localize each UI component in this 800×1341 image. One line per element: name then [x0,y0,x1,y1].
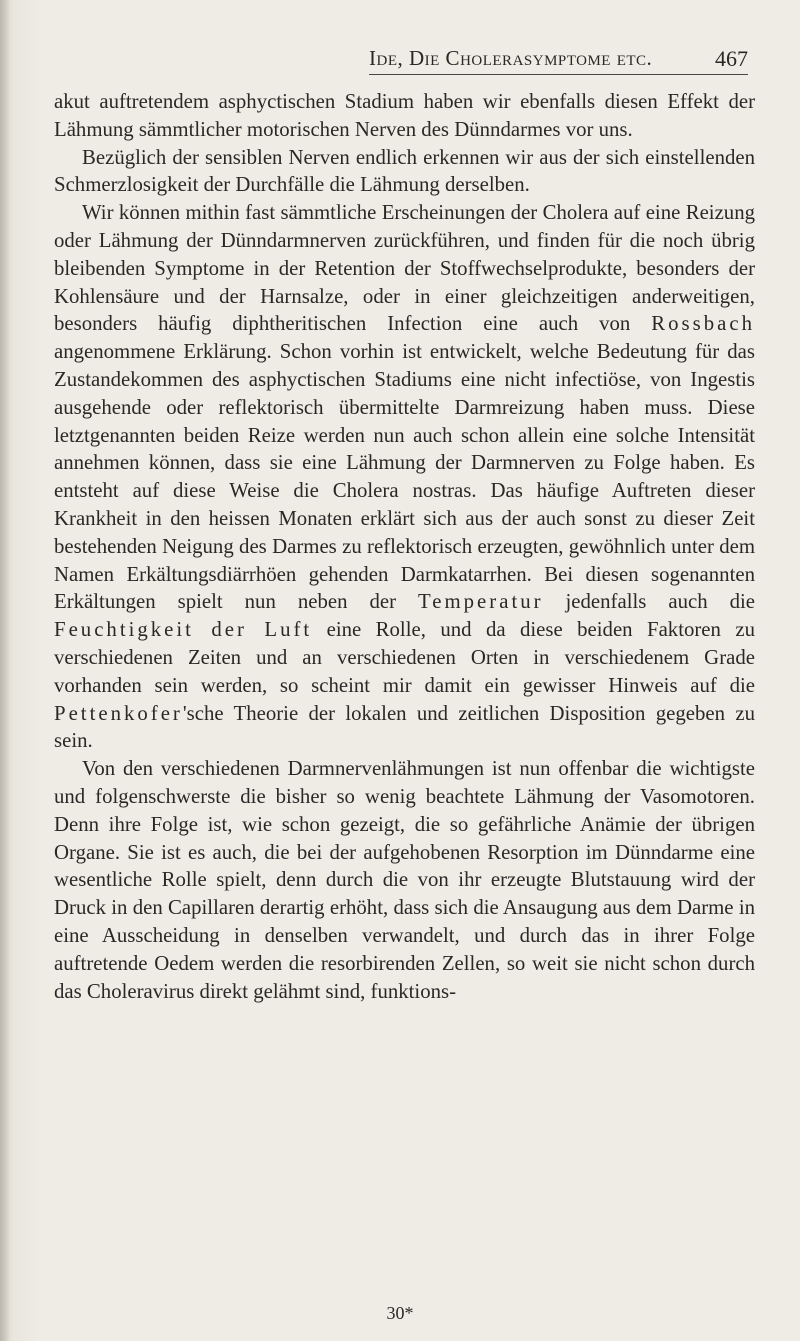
paragraph [54,199,755,755]
author-name-rossbach: Rossbach [651,312,755,336]
text-segment: Wir können mithin fast sämmtliche Erscheinungen der Cholera auf eine Reizung oder Lähmung der Dünndarmnerven zurückführen, und finden für die noch übrig bleibenden Symptome in der Retention der Stoffwechselprodukte, besonders der Kohlensäure und der Harnsalze, oder in einer gleichzeitigen anderweitigen, besonders häufig diphtheritischen Infection eine auch von [54,201,755,336]
text-segment: akut auftretendem asphyctischen Stadium haben wir ebenfalls diesen Effekt der Lähmung sämmtlicher motorischen Nerven des Dünndarmes vor uns. [54,90,755,141]
text-segment: angenommene Erklärung. Schon vorhin ist entwickelt, welche Bedeutung für das Zustandekommen des asphyctischen Stadiums eine nicht infectiöse, von Ingestis ausgehende oder reflektorisch übermittelte Darmreizung haben muss. Diese letztgenannten beiden Reize werden nun auch schon allein eine solche Intensität annehmen können, dass sie eine Lähmung der Darmnerven zu Folge haben. Es entsteht auf diese Weise die Cholera nostras. Das häufige Auftreten dieser Krankheit in den heissen Monaten erklärt sich aus der auch sonst zu dieser Zeit bestehenden Neigung des Darmes zu reflektorisch erzeugten, gewöhnlich unter dem Namen Erkältungsdiärrhöen gehenden Darmkatarrhen. Bei diesen sogenannten Erkältungen spielt nun neben der [54,340,755,614]
text-segment: jedenfalls auch die [543,590,755,614]
paragraph [54,88,755,144]
running-head: Ide, Die Cholerasymptome etc. [369,46,653,70]
body-text [54,88,755,1005]
author-name-pettenkofer: Pettenkofer [54,701,183,725]
text-segment: Von den verschiedenen Darmnervenlähmungen ist nun offenbar die wichtigste und folgenschwerste die bisher so wenig beachtete Lähmung der Vasomotoren. Denn ihre Folge ist, wie schon gezeigt, die so gefährliche Anämie der übrigen Organe. Sie ist es auch, die bei der aufgehobenen Resorption im Dünndarme eine wesentliche Rolle spielt, denn durch die von ihr erzeugte Blutstauung wird der Druck in den Capillaren derartig erhöht, dass sich die Ansaugung aus dem Darme in eine Ausscheidung in denselben verwandelt, und durch das in ihrer Folge auftretende Oedem werden die resorbirenden Zellen, so weit sie nicht schon durch das Choleravirus direkt gelähmt sind, funktions- [54,757,755,1003]
signature-mark: 30* [386,1303,414,1323]
emphasis-temperatur: Temperatur [418,590,544,614]
paragraph [54,755,755,1005]
text-segment: Bezüglich der sensiblen Nerven endlich erkennen wir aus der sich einstellenden Schmerzlosigkeit der Durchfälle die Lähmung derselben. [54,145,755,197]
text-segment: eine Rolle, und da diese beiden Faktoren zu verschiedenen Zeiten und an verschiedenen Orten in verschiedenem Grade vorhanden sein werden, so scheint mir damit ein gewisser Hinweis auf die [54,618,755,697]
emphasis-feuchtigkeit: Feuchtigkeit der Luft [54,618,313,642]
binding-shadow [0,0,10,1341]
text-segment: 'sche Theorie der lokalen und zeitlichen Disposition gegeben zu sein. [54,701,755,753]
page-number: 467 [715,46,748,71]
paragraph [54,144,755,200]
header-rule [369,74,748,75]
page-header [40,46,748,76]
